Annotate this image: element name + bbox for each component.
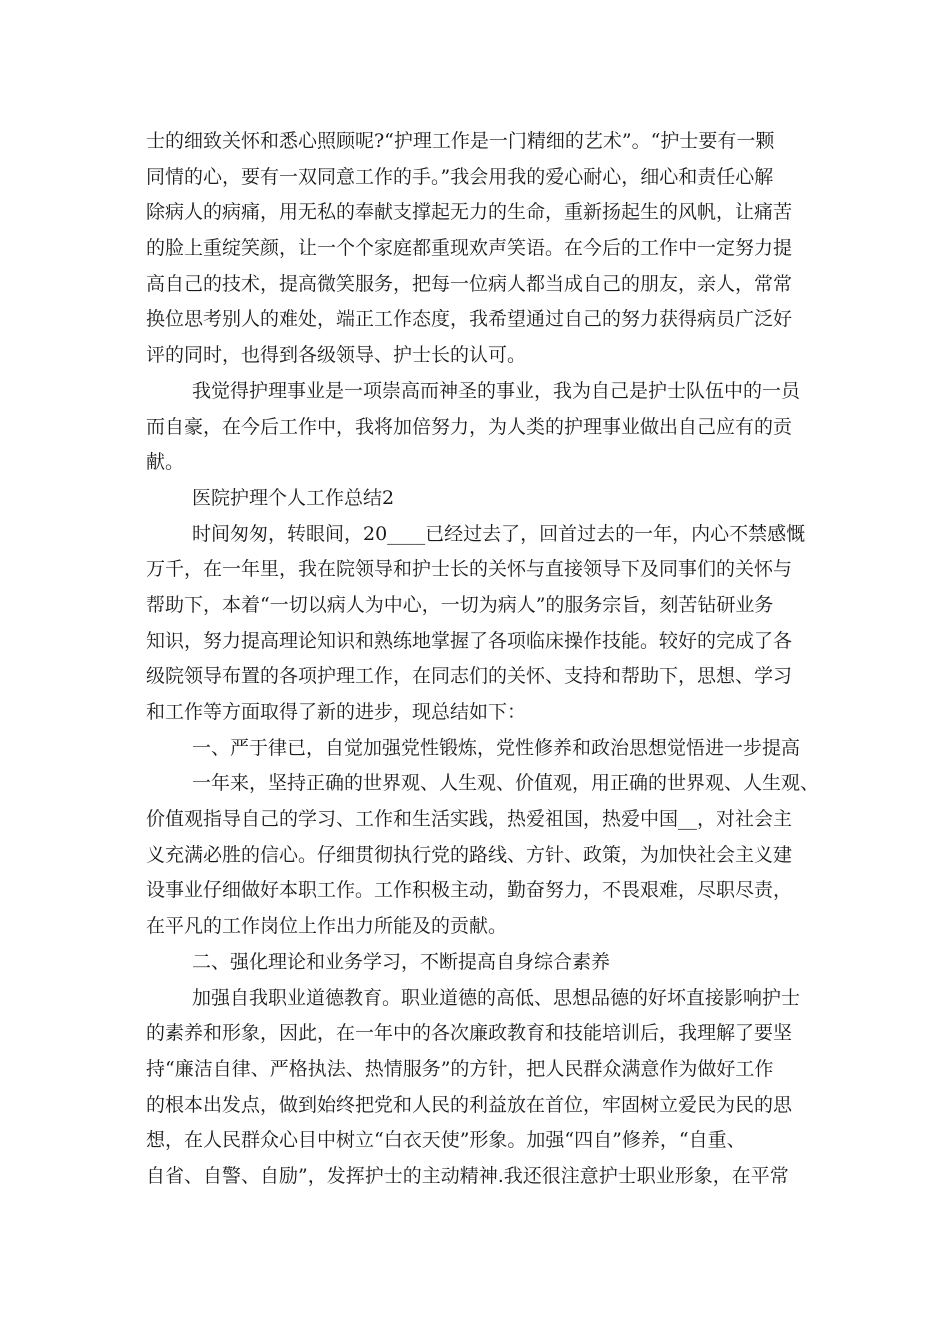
body-line: 评的同时，也得到各级领导、护士长的认可。 [146,344,527,367]
body-line: 高自己的技术，提高微笑服务，把每一位病人都当成自己的朋友，亲人，常常 [146,272,793,295]
body-line: 士的细致关怀和悉心照顾呢?“护理工作是一门精细的艺术”。“护士要有一颗 [146,130,775,152]
body-line: 除病人的病痛，用无私的奉献支撑起无力的生命，重新扬起生的风帆，让痛苦 [146,201,793,224]
paragraph-start-line: 时间匆匆，转眼间，20____已经过去了，回首过去的一年，内心不禁感慨 [192,522,806,545]
paragraph-start-line: 一年来，坚持正确的世界观、人生观、价值观，用正确的世界观、人生观、 [192,772,820,795]
paragraph-start-line: 我觉得护理事业是一项崇高而神圣的事业，我为自己是护士队伍中的一员 [192,379,801,402]
body-line: 持“廉洁自律、严格执法、热情服务”的方针，把人民群众满意作为做好工作 [146,1057,774,1080]
body-line: 想，在人民群众心目中树立“白衣天使”形象。加强“四自”修养，“自重、 [146,1129,746,1152]
section-heading: 二、强化理论和业务学习，不断提高自身综合素养 [192,950,611,973]
body-line: 的脸上重绽笑颜，让一个个家庭都重现欢声笑语。在今后的工作中一定努力提 [146,237,793,260]
body-line: 级院领导布置的各项护理工作，在同志们的关怀、支持和帮助下，思想、学习 [146,665,793,688]
body-line: 在平凡的工作岗位上作出力所能及的贡献。 [146,915,508,938]
body-line: 万千，在一年里，我在院领导和护士长的关怀与直接领导下及同事们的关怀与 [146,558,793,581]
body-line: 换位思考别人的难处，端正工作态度，我希望通过自己的努力获得病员广泛好 [146,308,793,331]
section-title: 医院护理个人工作总结2 [192,486,395,509]
body-line: 献。 [146,451,185,474]
body-line: 同情的心，要有一双同意工作的手。”我会用我的爱心耐心，细心和责任心解 [146,165,774,188]
body-line: 的素养和形象，因此，在一年中的各次廉政教育和技能培训后，我理解了要坚 [146,1022,793,1045]
body-line: 设事业仔细做好本职工作。工作积极主动，勤奋努力，不畏艰难，尽职尽责， [146,879,793,902]
paragraph-start-line: 加强自我职业道德教育。职业道德的高低、思想品德的好坏直接影响护士 [192,986,801,1009]
body-line: 义充满必胜的信心。仔细贯彻执行党的路线、方针、政策，为加快社会主义建 [146,843,793,866]
document-body [146,124,820,1195]
body-line: 和工作等方面取得了新的进步，现总结如下： [146,701,527,723]
section-heading: 一、严于律已，自觉加强党性锻炼，党性修养和政治思想觉悟进一步提高 [192,736,801,759]
body-line: 自省、自警、自励”，发挥护士的主动精神.我还很注意护士职业形象，在平常 [146,1164,789,1187]
body-line: 的根本出发点，做到始终把党和人民的利益放在首位，牢固树立爱民为民的思 [146,1093,793,1116]
body-line: 价值观指导自己的学习、工作和生活实践，热爱祖国，热爱中国__，对社会主 [146,808,793,831]
body-line: 知识，努力提高理论知识和熟练地掌握了各项临床操作技能。较好的完成了各 [146,629,793,652]
body-line: 而自豪，在今后工作中，我将加倍努力，为人类的护理事业做出自己应有的贡 [146,415,793,438]
body-line: 帮助下，本着“一切以病人为中心，一切为病人”的服务宗旨，刻苦钻研业务 [146,593,774,616]
